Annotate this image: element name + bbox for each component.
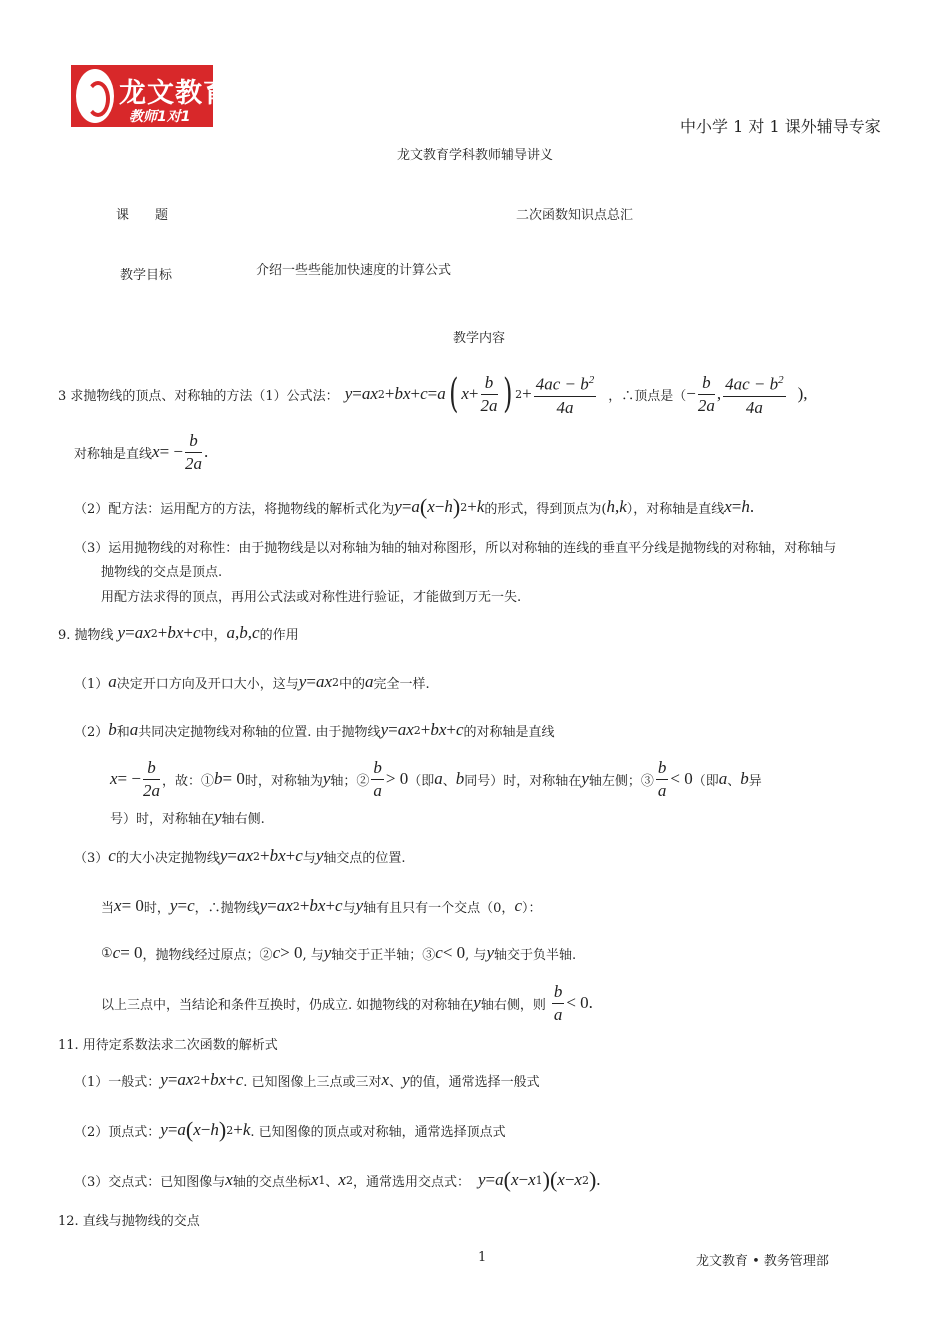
content-label: 教学内容	[453, 331, 506, 346]
s9-p3c: 与	[302, 850, 316, 866]
s9-p1d: 完全一样.	[373, 676, 430, 692]
s3-p2a: （2）配方法：运用配方的方法，将抛物线的解析式化为	[74, 501, 395, 517]
s9-w3: ，∴抛物线	[194, 900, 260, 916]
s9-p2-cases: x = − $\frac{b}{2a}$ ，故：① b = 0 时，对称轴为 y 轴；② $\frac{b}{a}$ > 0 （即 a 、 b 同号）时，对称轴在 y 轴左侧；③ $\frac{b}{a}$ < 0 （即 a 、 b 异	[110, 757, 762, 800]
s12-title: 12. 直线与抛物线的交点	[58, 1214, 200, 1229]
page-number: 1	[478, 1250, 487, 1265]
s9-p2k: 轴左侧；③	[588, 773, 654, 789]
goal-label: 教学目标	[120, 268, 173, 283]
s11-g4: 的值，通常选择一般式	[409, 1074, 540, 1090]
s11-vertex: （2）顶点式： y = a ( x − h ) 2 + k . 已知图像的顶点或对称轴，通常选择顶点式	[74, 1117, 506, 1142]
s11-general: （1）一般式： y = ax 2 + bx + c . 已知图像上三点或三对 x 、 y 的值，通常选择一般式	[74, 1070, 540, 1090]
s3-vertex-is: ，∴顶点是（	[608, 388, 687, 404]
s3-axis-is: 对称轴是直线	[74, 446, 153, 462]
s9-p2j: 同号）时，对称轴在	[464, 773, 582, 789]
s9-p2a: （2）	[74, 724, 109, 740]
logo-name: 龙文教育	[119, 78, 231, 109]
s11-v1: （2）顶点式：	[74, 1124, 161, 1140]
s11-g2: . 已知图像上三点或三对	[243, 1074, 382, 1090]
s9-p2d: 的对称轴是直线	[463, 724, 555, 740]
s9-p3d: 轴交点的位置.	[323, 850, 406, 866]
s3-p2: （2）配方法：运用配方的方法，将抛物线的解析式化为 y = a ( x − h ) 2 + k 的形式，得到顶点为( h , k ），对称轴是直线 x = h .	[74, 494, 755, 519]
s9-con2: 轴右侧，则	[480, 997, 546, 1013]
s9-p1a: （1）	[74, 676, 109, 692]
s11-i1: （3）交点式：已知图像与	[74, 1174, 226, 1190]
s11-intercept: （3）交点式：已知图像与 x 轴的交点坐标 x 1 、 x 2 ，通常选用交点式： y = a ( x − x 1 )( x − x 2 ) .	[74, 1167, 601, 1192]
s3-p3a: （3）运用抛物线的对称性：由于抛物线是以对称轴为轴的轴对称图形，所以对称轴的连线的垂直平分线是抛物线的对称轴，对称轴与	[74, 541, 837, 556]
s9-p1: （1） a 决定开口方向及开口大小，这与 y = ax 2 中的 a 完全一样.	[74, 672, 430, 692]
s9-p2e: ，故：①	[161, 773, 214, 789]
s9-p2f: 时，对称轴为	[244, 773, 323, 789]
s9-title-a: 9. 抛物线	[58, 627, 114, 643]
topic-value: 二次函数知识点总汇	[516, 208, 634, 223]
s9-c6: 轴交于负半轴.	[493, 947, 577, 963]
s9-c3: , 与	[302, 947, 324, 963]
s9-p3: （3） c 的大小决定抛物线 y = ax 2 + bx + c 与 y 轴交点的位置.	[74, 846, 406, 866]
s9-p2g: 轴；②	[330, 773, 370, 789]
s11-i4: ，通常选用交点式：	[352, 1174, 470, 1190]
s9-p2-end: 号）时，对称轴在 y 轴右侧.	[110, 807, 265, 827]
s9-title: 9. 抛物线 y = ax 2 + bx + c 中， a , b , c 的作用	[58, 623, 299, 643]
s9-p2l: （即	[692, 773, 719, 789]
brand-logo	[71, 65, 231, 127]
s9-p2b: 和	[116, 724, 130, 740]
s9-title-c: 的作用	[259, 627, 299, 643]
s9-c2: ，抛物线经过原点；②	[142, 947, 273, 963]
s3-axis-line: 对称轴是直线 x = − $\frac{b}{2a}$ .	[74, 430, 209, 473]
s9-cases-c: ① c = 0 ，抛物线经过原点；② c > 0 , 与 y 轴交于正半轴；③ c < 0 , 与 y 轴交于负半轴.	[101, 943, 577, 963]
s9-c1: ①	[101, 945, 113, 961]
s9-w4: 与	[342, 900, 356, 916]
topic-label: 课 题	[116, 208, 169, 223]
goal-value: 介绍一些些能加快速度的计算公式	[256, 263, 452, 278]
s3-intro: 3 求抛物线的顶点、对称轴的方法（1）公式法：	[58, 388, 339, 404]
s9-p2c: 共同决定抛物线对称轴的位置. 由于抛物线	[138, 724, 381, 740]
s11-g3: 、	[389, 1074, 403, 1090]
s9-p2m: 、	[727, 773, 741, 789]
s9-p2n: 异	[748, 773, 762, 789]
s9-c5: , 与	[465, 947, 487, 963]
s9-when: 当 x = 0 时， y = c ，∴抛物线 y = ax 2 + bx + c 与 y 轴有且只有一个交点（0， c ）：	[101, 896, 542, 916]
s9-p3b: 的大小决定抛物线	[115, 850, 220, 866]
s11-title: 11. 用待定系数法求二次函数的解析式	[58, 1038, 278, 1053]
s9-p2h: （即	[408, 773, 435, 789]
s9-c4: 轴交于正半轴；③	[331, 947, 436, 963]
logo-tagline: 教师1对1	[129, 109, 191, 125]
s9-w2: 时，	[143, 900, 170, 916]
s9-p2p: 轴右侧.	[221, 811, 265, 827]
s9-conclusion: 以上三点中，当结论和条件互换时，仍成立. 如抛物线的对称轴在 y 轴右侧，则 $\frac{b}{a}$ < 0.	[101, 981, 593, 1024]
s9-w1: 当	[101, 900, 115, 916]
s9-p1b: 决定开口方向及开口大小，这与	[116, 676, 299, 692]
s3-p3c: 用配方法求得的顶点，再用公式法或对称性进行验证，才能做到万无一失.	[101, 590, 522, 605]
s9-p2o: 号）时，对称轴在	[110, 811, 215, 827]
header-slogan: 中小学 1 对 1 课外辅导专家	[680, 117, 881, 136]
s9-title-b: 中，	[200, 627, 227, 643]
s9-w6: ）：	[521, 900, 542, 916]
s9-p3a: （3）	[74, 850, 109, 866]
s9-con1: 以上三点中，当结论和条件互换时，仍成立. 如抛物线的对称轴在	[101, 997, 474, 1013]
s9-w5: 轴有且只有一个交点（0，	[363, 900, 515, 916]
s11-g1: （1）一般式：	[74, 1074, 161, 1090]
s11-v2: . 已知图像的顶点或对称轴，通常选择顶点式	[250, 1124, 506, 1140]
s9-p2: （2） b 和 a 共同决定抛物线对称轴的位置. 由于抛物线 y = ax 2 + bx + c 的对称轴是直线	[74, 720, 555, 740]
s11-i3: 、	[325, 1174, 339, 1190]
doc-title: 龙文教育学科教师辅导讲义	[397, 148, 554, 163]
s9-p2i: 、	[442, 773, 456, 789]
s3-p2b: 的形式，得到顶点为(	[484, 501, 607, 517]
s11-i2: 轴的交点坐标	[232, 1174, 311, 1190]
s9-p1c: 中的	[338, 676, 365, 692]
footer-dept: 龙文教育 • 教务管理部	[696, 1254, 829, 1269]
s3-formula-line: 3 求抛物线的顶点、对称轴的方法（1）公式法： y = ax 2 + bx + c = a ( x + $\frac{b}{2a}$ ) 2 + $\frac{4ac - b^2}{4a}$ ，∴顶点是（ − $\frac{b}{2a}$ , $\frac{4ac - b^2}{4a}$ ),	[58, 371, 808, 417]
s3-p2c: ），对称轴是直线	[626, 501, 725, 517]
s3-p3b: 抛物线的交点是顶点.	[101, 565, 223, 580]
logo-emblem-icon	[76, 69, 114, 123]
